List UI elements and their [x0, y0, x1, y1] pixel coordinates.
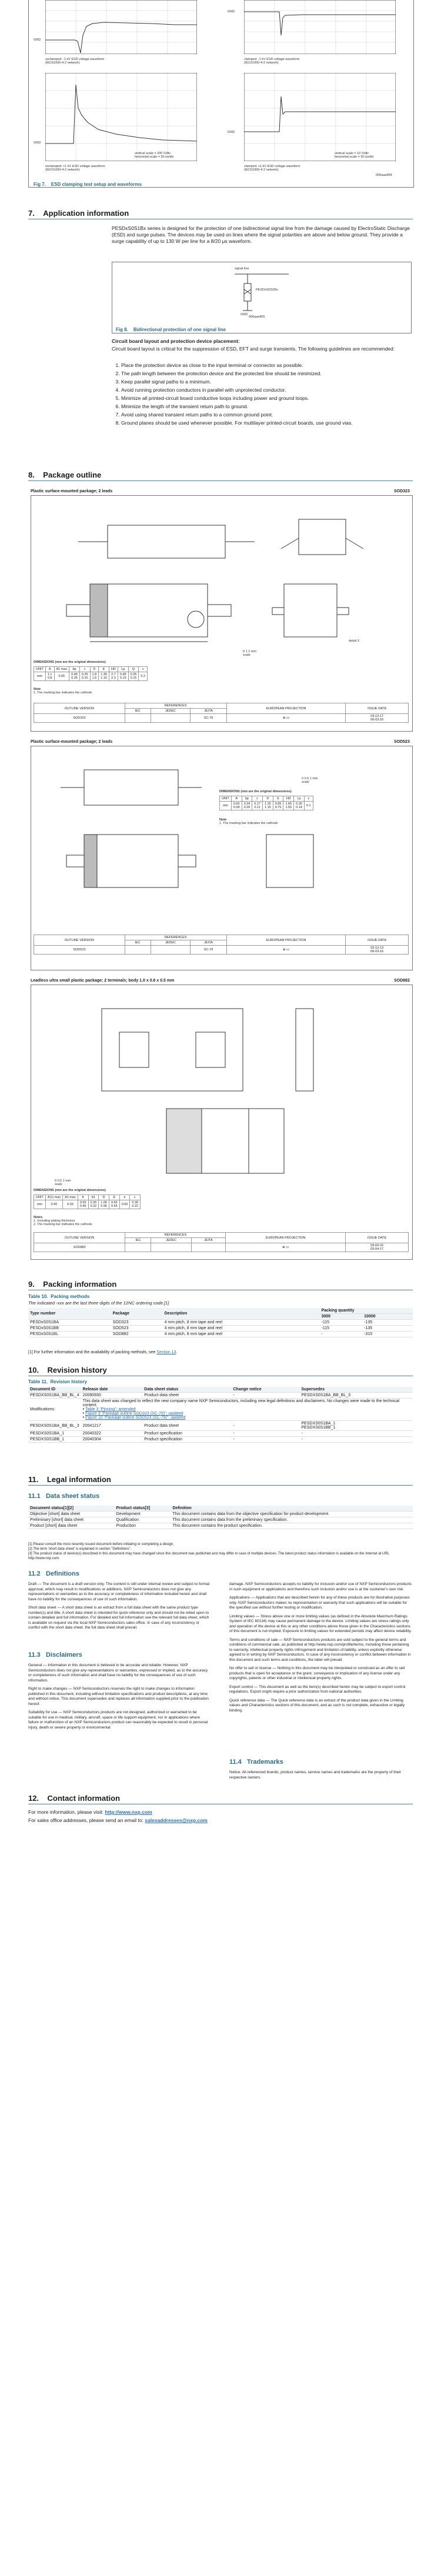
pkg1-dims-title: DIMENSIONS (mm are the original dimensions) [34, 660, 106, 664]
fig8-diagram [230, 267, 295, 321]
table11-title: Table 11. Revision history [28, 1379, 87, 1384]
guideline-item: 1. Place the protection device as close to the input terminal or connector as possible. [121, 362, 415, 369]
pkg1-detail-label: detail X [349, 639, 360, 643]
pkg2-title: Plastic surface-mounted package; 2 leads [31, 740, 113, 744]
table-row: PESDXS0S1BB_1 20040304 Product specification - - [28, 1437, 413, 1443]
table-row: Modifications: This data sheet was changed to reflect the new company name NXP Semiconductors, including new legal definitions and disclaimers. No changes were made to the technical content. • Table 3 “Pinning”: amended • Figure 9 “Package outline SOD323 (SC-76)”: updated • Figure 10 “Package outline SOD523 (SC-79)”: updated [28, 1399, 413, 1421]
pkg2-dims-table: UNIT A bp c D E HD Lp v mm 0.65 0.58 0.34 0.26 0.17 0.11 1.25 1.15 0.85 0.75 1.65 1.55 0.30 0.14 0.1 [219, 796, 313, 810]
pkg2-outline-table: OUTLINE VERSION REFERENCES EUROPEAN PROJECTION ISSUE DATE IEC JEDEC JEITA SOD523 SC-79 ⊕ ▭ 02-12-13 06-03-16 [34, 935, 409, 955]
disclaimers-left: General — Information in this document is believed to be accurate and reliable. However, NXP Semiconductors does not give any representations or warranties, expressed or implied, as to the accuracy or completeness of such information and shall have no liability for the consequences of use of such information. Right to make changes — NXP Semiconductors reserves the right to make changes to information published in this document, including without limitation specifications and product descriptions, at any time and without notice. This document supersedes and replaces all information supplied prior to the publication hereof. Suitability for use — NXP Semiconductors products are not designed, authorized or warranted to be suitable for use in medical, military, aircraft, space or life support equipment, nor in applications where failure or malfunction of an NXP Semiconductors product can reasonably be expected to result in personal injury, death or severe property or environmental [28, 1663, 209, 1730]
pkg2-dims-title: DIMENSIONS (mm are the original dimensions) [219, 790, 292, 793]
section-8-heading: 8. Package outline [28, 471, 102, 479]
scale-bottom-left: vertical scale = 200 V/div horizontal scale = 50 ns/div [135, 152, 174, 159]
subsection-11-1: 11.1 Data sheet status [28, 1493, 100, 1500]
section-11-rule [28, 1485, 413, 1486]
table-row: PESDXS0S1BA_BB_BL_3 20041217 Product data sheet - PESDXS0S1BA_1 PESDXS0S1BB_1 [28, 1421, 413, 1431]
sales-email-link[interactable]: salesaddresses@nxp.com [145, 1817, 208, 1823]
caption-top-right: clamped: -1 kV ESD voltage waveform (IEC61000-4-2 network) [244, 58, 300, 65]
caption-bottom-right: clamped: +1 kV ESD voltage waveform (IEC61000-4-2 network) [244, 165, 300, 172]
layout-heading: Circuit board layout and protection device placement: [112, 338, 240, 344]
pkg3-notes: Notes 1. Including plating thickness 2. The marking bar indicates the cathode [34, 1216, 92, 1226]
scope-bottom-left [45, 73, 197, 161]
table10: Type number Package Description Packing quantity 3000 10000 PESDxS0S1BA SOD323 4 mm pitch, 8 mm tape and reel -115 -135 PESDxS0S1BB SOD523 4 mm pitch, 8 mm tape and reel -115 -135 PESDxS0S1BL SOD882 4 mm pitch, 8 mm tape and reel - -315 [28, 1308, 413, 1337]
guideline-item: 6. Minimize the length of the transient return path to ground. [121, 403, 415, 410]
status-footnotes: [1] Please consult the most recently issued document before initiating or completing a design. [2] The term 'short data sheet' is explained in section "Definitions". [3] The product status of device(s) described in this document may have changed since this document was published and may differ in case of multiple devices. The latest product status information is available on the Internet at URL http://www.nxp.com. [28, 1543, 389, 1560]
table-row: PESDxS0S1BA SOD323 4 mm pitch, 8 mm tape and reel -115 -135 [28, 1320, 413, 1326]
subsection-11-3: 11.3 Disclaimers [28, 1651, 82, 1659]
scope-bl-gnd: GND [34, 141, 41, 145]
scope-tr-gnd: GND [228, 10, 235, 14]
scope-top-left [45, 0, 197, 54]
section-7-heading: 7. Application information [28, 209, 129, 218]
section-9-heading: 9. Packing information [28, 1280, 117, 1289]
data-sheet-status-table: Document status[1][2] Product status[3] Definition Objective [short] data sheet Development This document contains data from the objective specification for product development. Preliminary [short] data sheet Qualification This document contains data from the preliminary specification. Product [short] data sheet Production This document contains the product specification. [28, 1506, 413, 1529]
table3-link[interactable]: Table 3 “Pinning”: amended [85, 1407, 136, 1412]
contact-line-1: For more information, please visit: http://www.nxp.com [28, 1809, 152, 1815]
table-row: Objective [short] data sheet Development This document contains data from the objective specification for product development. [28, 1511, 413, 1517]
section-7-intro: PESDxS0S1Bx series is designed for the protection of one bidirectional signal line from the damage caused by ElectroStatic Discharge (ESD) and surge pulses. The devices may be used on lines where the signal polarities are above and below ground. They provide a surge capability of up to 130 W per line for a 8/20 μs waveform. [112, 225, 410, 244]
pkg2-drawing-box [31, 746, 413, 970]
pkg3-scale: 0 0.5 1 mm scale [55, 1179, 71, 1186]
guideline-item: 2. The path length between the protection device and the protected line should be minimized. [121, 371, 415, 377]
figure10-link[interactable]: Figure 10 “Package outline SOD523 (SC-79)”: updated [85, 1416, 186, 1420]
table11: Document ID Release date Data sheet status Change notice Supersedes PESDXS0S1BA_BB_BL_4 20090930 Product data sheet - PESDXS0S1BA_BB_BL_3 Modifications: This data sheet was changed to reflect the new company name NXP Semiconductors, including new legal definitions and disclaimers. No changes were made to the technical content. • Table 3 “Pinning”: amended • Figure 9 “Package outline SOD323 (SC-76)”: updated • Figure 10 “Package outline SOD523 (SC-79)”: updated PESDXS0S1BA_BB_BL_3 20041217 Product data sheet - PESDXS0S1BA_1 PESDXS0S1BB_1 PESDXS0S1BA_1 20040322 Product specification - - PESDXS0S1BB_1 20040304 Product specification - - [28, 1387, 413, 1443]
fig7-box [28, 0, 414, 188]
pkg1-drawing [31, 496, 412, 649]
subsection-11-4: 11.4 Trademarks [229, 1759, 283, 1766]
pkg1-scale: 0 1 2 mm scale [243, 650, 256, 657]
section-13-link[interactable]: Section 13 [156, 1350, 176, 1354]
table-row: PESDXS0S1BA_BB_BL_4 20090930 Product data sheet - PESDXS0S1BA_BB_BL_3 [28, 1393, 413, 1399]
table10-footnote: [1] For further information and the availability of packing methods, see Section 13. [28, 1350, 178, 1354]
scope-bottom-right [244, 73, 396, 161]
table-row: Product [short] data sheet Production This document contains the product specification. [28, 1523, 413, 1529]
section-10-heading: 10. Revision history [28, 1366, 107, 1374]
fig8-device: PESDxS0S1Bx [256, 288, 278, 292]
figure9-link[interactable]: Figure 9 “Package outline SOD323 (SC-76)”: updated [85, 1412, 183, 1416]
pkg3-drawing-box [31, 985, 413, 1260]
scope-top-right [244, 0, 396, 54]
fig8-box [112, 262, 412, 333]
pkg1-outline-table: OUTLINE VERSION REFERENCES EUROPEAN PROJECTION ISSUE DATE IEC JEDEC JEITA SOD323 SC-76 ⊕ ▭ 03-12-17 06-03-16 [34, 703, 409, 723]
pkg1-drawing-box [31, 495, 413, 732]
scale-bottom-right: vertical scale = 10 V/div horizontal scale = 50 ns/div [335, 152, 374, 159]
fig8-signal-line: signal line [235, 267, 249, 271]
subsection-11-2: 11.2 Definitions [28, 1570, 79, 1577]
pkg1-title: Plastic surface-mounted package; 2 leads [31, 489, 113, 493]
pkg2-drawing [31, 746, 412, 905]
pkg2-note: Note 1. The marking bar indicates the cathode [219, 818, 278, 825]
fig7-code: 006aaa458 [376, 173, 392, 177]
fig7-caption: Fig 7. ESD clamping test setup and waveforms [34, 182, 142, 187]
section-11-heading: 11. Legal information [28, 1475, 111, 1484]
contact-line-2: For sales office addresses, please send an email to: salesaddresses@nxp.com [28, 1817, 208, 1823]
pkg2-scale: 0 0.5 1 mm scale [302, 777, 318, 784]
table10-title: Table 10. Packing methods [28, 1294, 90, 1299]
definitions-col: Draft — The document is a draft version only. The content is still under internal review and subject to formal approval, which may result in modifications or additions. NXP Semiconductors does not give any representations or warranties as to the accuracy or completeness of information included herein and shall have no liability for the consequences of use of such information. Short data sheet — A short data sheet is an extract from a full data sheet with the same product type number(s) and title. A short data sheet is intended for quick reference only and should not be relied upon to contain detailed and full information. For detailed and full information see the relevant full data sheet, which is available on request via the local NXP Semiconductors sales office. In case of any inconsistency or conflict with the short data sheet, the full data sheet shall prevail. [28, 1582, 210, 1630]
fig8-gnd: GND [240, 313, 248, 316]
guideline-item: 5. Minimize all printed-circuit board conductive loops including power and ground loops. [121, 395, 415, 402]
pkg3-dims-title: DIMENSIONS (mm are the original dimensions) [34, 1189, 106, 1192]
disclaimers-right: damage. NXP Semiconductors accepts no liability for inclusion and/or use of NXP Semiconductors products in such equipment or applications and therefore such inclusion and/or use is at the customer's own risk. Applications — Applications that are described herein for any of these products are for illustrative purposes only. NXP Semiconductors makes no representation or warranty that such applications will be suitable for the specified use without further testing or modification. Limiting values — Stress above one or more limiting values (as defined in the Absolute Maximum Ratings System of IEC 60134) may cause permanent damage to the device. Limiting values are stress ratings only and operation of the device at this or any other conditions above those given in the Characteristics sections of this document is not implied. Exposure to limiting values for extended periods may affect device reliability. Terms and conditions of sale — NXP Semiconductors products are sold subject to the general terms and conditions of commercial sale, as published at http://www.nxp.com/profile/terms, including those pertaining to warranty, intellectual property rights infringement and limitation of liability, unless explicitly otherwise agreed to in writing by NXP Semiconductors. In case of any inconsistency or conflict between information in this document and such terms and conditions, the latter will prevail. No offer to sell or license — Nothing in this document may be interpreted or construed as an offer to sell products that is open for acceptance or the grant, conveyance or implication of any license under any copyrights, patents or other industrial or intellectual property rights. Export control — This document as well as the item(s) described herein may be subject to export control regulations. Export might require a prior authorization from national authorities. Quick reference data — The Quick reference data is an extract of the product data given in the Limiting values and Characteristics sections of this document, and as such is not complete, exhaustive or legally binding. [229, 1582, 412, 1713]
table-row: Preliminary [short] data sheet Qualification This document contains data from the preliminary specification. [28, 1517, 413, 1523]
table-row: PESDXS0S1BA_1 20040322 Product specification - - [28, 1431, 413, 1437]
pkg1-code: SOD323 [394, 489, 410, 493]
caption-top-left: unclamped: -1 kV ESD voltage waveform (IEC61000-4-2 network) [45, 58, 105, 65]
section-12-heading: 12. Contact information [28, 1794, 121, 1803]
pkg3-code: SOD882 [394, 979, 410, 983]
caption-bottom-left: unclamped: +1 kV ESD voltage waveform (IEC61000-4-2 network) [45, 165, 105, 172]
guideline-item: 3. Keep parallel signal paths to a minimum. [121, 379, 415, 385]
guideline-item: 7. Avoid using shared transient return paths to a common ground point. [121, 412, 415, 418]
table-row: PESDxS0S1BL SOD882 4 mm pitch, 8 mm tape and reel - -315 [28, 1332, 413, 1337]
table-row: PESDxS0S1BB SOD523 4 mm pitch, 8 mm tape and reel -115 -135 [28, 1326, 413, 1332]
pkg1-note: Note 1. The marking bar indicates the cathode [34, 688, 92, 695]
guideline-item: 8. Ground planes should be used whenever possible. For multilayer printed-circuit boards, use ground vias. [121, 420, 415, 426]
guideline-list [112, 362, 415, 428]
pkg3-drawing [31, 985, 412, 1179]
table10-subtitle: The indicated -xxx are the last three digits of the 12NC ordering code.[1] [28, 1300, 169, 1306]
fig8-caption: Fig 8. Bidirectional protection of one signal line [116, 327, 226, 332]
scope-br-gnd: GND [228, 131, 235, 134]
trademarks-text: Notice: All referenced brands, product names, service names and trademarks are the property of their respective owners. [229, 1770, 401, 1780]
pkg2-code: SOD523 [394, 740, 410, 744]
guideline-item: 4. Avoid running protection conductors in parallel with unprotected conductor. [121, 387, 415, 393]
nxp-website-link[interactable]: http://www.nxp.com [105, 1809, 152, 1815]
fig8-code: 006aaa455 [249, 315, 265, 319]
pkg3-dims-table: UNIT A(1) max A1 max b b1 D E e L mm 0.50 0.03 0.55 0.45 0.30 0.22 1.05 0.95 0.65 0.55 0.65 0.30 0.22 [34, 1194, 141, 1209]
pkg3-outline-table: OUTLINE VERSION REFERENCES EUROPEAN PROJECTION ISSUE DATE IEC JEDEC JEITA SOD882 ⊕ ▭ 03-04-16 03-04-17 [34, 1232, 409, 1252]
scope-tl-gnd: GND [34, 38, 41, 42]
pkg1-dims-table: UNIT A A1 max bp c D E HD Lp Q v mm 1.1 0.8 0.05 0.40 0.25 0.25 0.10 1.8 1.6 1.35 1.15 2.7 2.3 0.45 0.15 0.25 0.15 0.2 [34, 666, 148, 681]
layout-intro: Circuit board layout is critical for the suppression of ESD, EFT and surge transients. The following guidelines are recommended: [112, 346, 395, 352]
pkg3-title: Leadless ultra small plastic package; 2 terminals; body 1.0 x 0.6 x 0.5 mm [31, 979, 175, 983]
